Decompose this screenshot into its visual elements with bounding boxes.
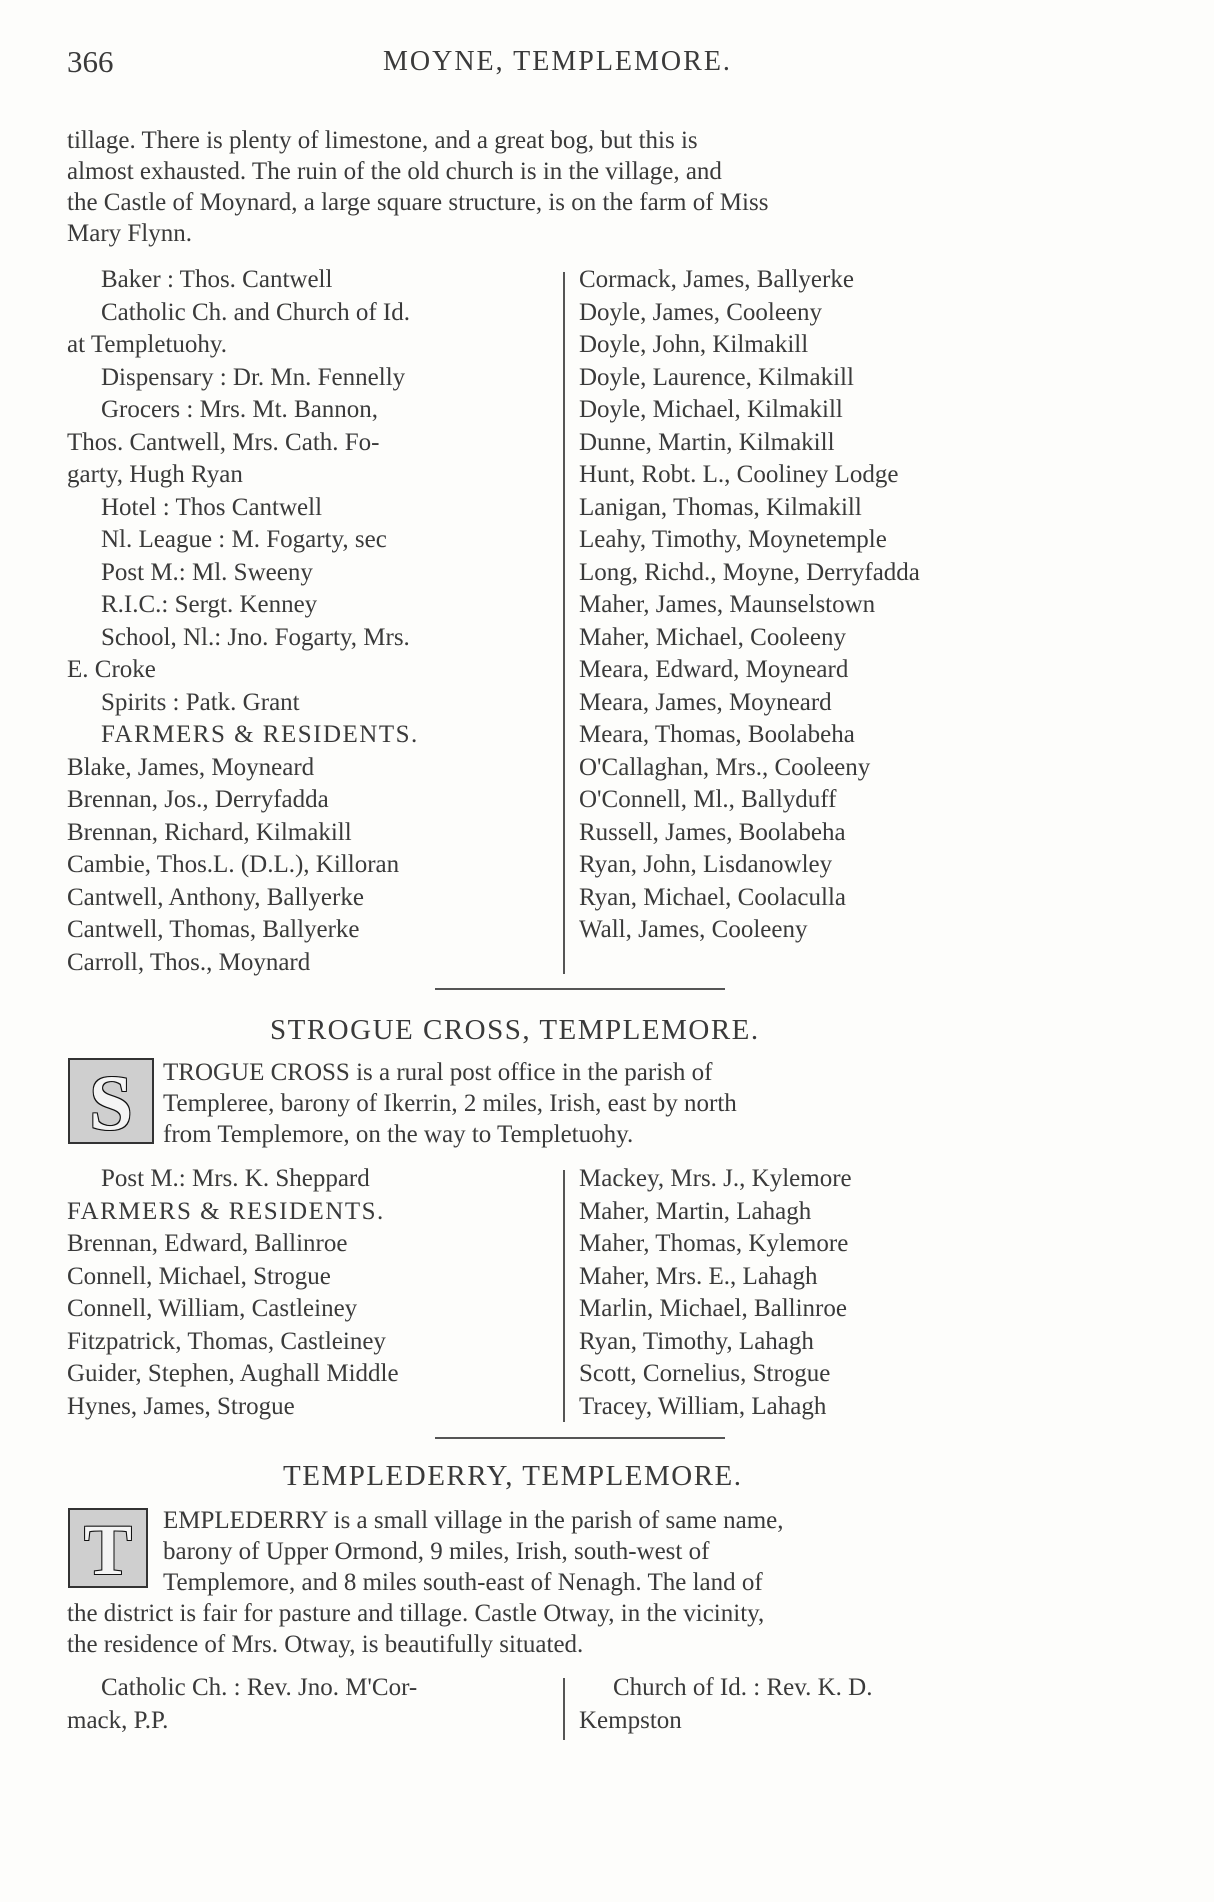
intro-line: the Castle of Moynard, a large square structure, is on the farm of Miss	[67, 189, 769, 216]
directory-entry: Cambie, Thos.L. (D.L.), Killoran	[67, 851, 400, 878]
directory-entry: E. Croke	[67, 656, 156, 683]
directory-entry: Post M.: Mrs. K. Sheppard	[101, 1165, 370, 1192]
directory-entry: Kempston	[579, 1706, 682, 1734]
intro-line: from Templemore, on the way to Templetuohy.	[163, 1121, 634, 1148]
directory-entry: Catholic Ch. : Rev. Jno. M'Cor-	[101, 1674, 418, 1701]
intro-line: EMPLEDERRY is a small village in the parish of same name,	[163, 1507, 784, 1534]
directory-entry: Maher, James, Maunselstown	[579, 591, 876, 618]
directory-entry: Cantwell, Thomas, Ballyerke	[67, 916, 360, 943]
column-divider	[563, 1678, 565, 1740]
directory-entry: Lanigan, Thomas, Kilmakill	[579, 493, 862, 521]
directory-entry: Blake, James, Moyneard	[67, 753, 315, 781]
directory-entry: Spirits : Patk. Grant	[101, 688, 300, 716]
directory-entry: Fitzpatrick, Thomas, Castleiney	[67, 1327, 386, 1355]
directory-entry: Cormack, James, Ballyerke	[579, 266, 854, 293]
section-divider	[435, 1437, 725, 1439]
directory-entry: Baker : Thos. Cantwell	[101, 266, 333, 293]
directory-entry: mack, P.P.	[67, 1706, 169, 1734]
directory-entry: Maher, Mrs. E., Lahagh	[579, 1262, 818, 1290]
directory-entry: Thos. Cantwell, Mrs. Cath. Fo-	[67, 428, 380, 456]
strogue-dropcap: S	[68, 1058, 154, 1144]
moyne-left-column	[67, 264, 557, 979]
intro-line: Templemore, and 8 miles south-east of Nenagh. The land of	[163, 1569, 763, 1596]
directory-entry: Doyle, James, Cooleeny	[579, 298, 823, 326]
strogue-right-column	[579, 1163, 1079, 1423]
directory-entry: Doyle, John, Kilmakill	[579, 331, 809, 358]
directory-entry: Doyle, Laurence, Kilmakill	[579, 363, 854, 391]
directory-entry: Catholic Ch. and Church of Id.	[101, 298, 410, 326]
directory-entry: Leahy, Timothy, Moynetemple	[579, 526, 887, 553]
directory-entry: at Templetuohy.	[67, 331, 228, 358]
directory-entry: Hotel : Thos Cantwell	[101, 493, 323, 521]
intro-line: the district is fair for pasture and tillage. Castle Otway, in the vicinity,	[67, 1600, 765, 1627]
directory-entry: Church of Id. : Rev. K. D.	[613, 1674, 873, 1701]
intro-line: barony of Upper Ormond, 9 miles, Irish, south-west of	[163, 1538, 710, 1565]
templederry-heading: TEMPLEDERRY, TEMPLEMORE.	[283, 1460, 743, 1492]
directory-entry: Russell, James, Boolabeha	[579, 818, 846, 846]
intro-line: the residence of Mrs. Otway, is beautifully situated.	[67, 1631, 584, 1658]
directory-entry: Connell, William, Castleiney	[67, 1295, 358, 1322]
directory-entry: Carroll, Thos., Moynard	[67, 948, 311, 976]
intro-line: TROGUE CROSS is a rural post office in the parish of	[163, 1059, 713, 1086]
page-number: 366	[67, 44, 114, 79]
directory-entry: Doyle, Michael, Kilmakill	[579, 396, 843, 423]
column-divider	[563, 272, 565, 974]
templederry-dropcap: T	[68, 1508, 148, 1588]
directory-entry: Ryan, Timothy, Lahagh	[579, 1327, 814, 1355]
directory-entry: O'Connell, Ml., Ballyduff	[579, 786, 837, 813]
strogue-heading: STROGUE CROSS, TEMPLEMORE.	[270, 1014, 760, 1046]
directory-entry: Mackey, Mrs. J., Kylemore	[579, 1165, 852, 1192]
directory-entry: Marlin, Michael, Ballinroe	[579, 1295, 847, 1322]
section-subheading: FARMERS & RESIDENTS.	[67, 1197, 385, 1225]
directory-entry: Hunt, Robt. L., Cooliney Lodge	[579, 461, 899, 488]
directory-entry: Cantwell, Anthony, Ballyerke	[67, 883, 364, 911]
directory-entry: Brennan, Edward, Ballinroe	[67, 1230, 348, 1257]
templederry-left-column	[67, 1672, 557, 1737]
directory-entry: Long, Richd., Moyne, Derryfadda	[579, 558, 920, 586]
directory-entry: Maher, Martin, Lahagh	[579, 1197, 812, 1225]
directory-entry: Grocers : Mrs. Mt. Bannon,	[101, 396, 379, 423]
section-divider	[435, 988, 725, 990]
intro-line: Templeree, barony of Ikerrin, 2 miles, Irish, east by north	[163, 1090, 737, 1117]
strogue-intro	[163, 1057, 1061, 1150]
directory-entry: Post M.: Ml. Sweeny	[101, 558, 313, 586]
directory-entry: Maher, Thomas, Kylemore	[579, 1230, 849, 1257]
directory-entry: Dispensary : Dr. Mn. Fennelly	[101, 363, 406, 391]
directory-entry: Wall, James, Cooleeny	[579, 916, 808, 943]
directory-entry: Tracey, William, Lahagh	[579, 1392, 827, 1420]
intro-line: tillage. There is plenty of limestone, and a great bog, but this is	[67, 127, 698, 154]
directory-entry: Meara, Thomas, Boolabeha	[579, 721, 855, 748]
intro-line: Mary Flynn.	[67, 220, 192, 247]
directory-entry: garty, Hugh Ryan	[67, 461, 243, 488]
directory-entry: Nl. League : M. Fogarty, sec	[101, 526, 387, 553]
intro-line: almost exhausted. The ruin of the old church is in the village, and	[67, 158, 722, 185]
directory-entry: Scott, Cornelius, Strogue	[579, 1360, 831, 1387]
templederry-intro-continued	[67, 1598, 1060, 1660]
directory-entry: Dunne, Martin, Kilmakill	[579, 428, 835, 456]
section-subheading: FARMERS & RESIDENTS.	[101, 721, 419, 748]
directory-entry: Hynes, James, Strogue	[67, 1392, 295, 1420]
directory-entry: O'Callaghan, Mrs., Cooleeny	[579, 753, 871, 781]
directory-entry: R.I.C.: Sergt. Kenney	[101, 591, 318, 618]
strogue-left-column	[67, 1163, 557, 1423]
directory-entry: Brennan, Richard, Kilmakill	[67, 818, 352, 846]
column-divider	[563, 1170, 565, 1422]
directory-entry: Ryan, Michael, Coolaculla	[579, 883, 846, 911]
directory-entry: Brennan, Jos., Derryfadda	[67, 786, 329, 813]
directory-entry: Connell, Michael, Strogue	[67, 1262, 331, 1290]
directory-entry: Guider, Stephen, Aughall Middle	[67, 1360, 399, 1387]
directory-entry: School, Nl.: Jno. Fogarty, Mrs.	[101, 623, 410, 651]
directory-entry: Meara, James, Moyneard	[579, 688, 832, 716]
moyne-right-column	[579, 264, 1079, 947]
moyne-intro	[67, 125, 1060, 249]
directory-entry: Meara, Edward, Moyneard	[579, 656, 849, 683]
templederry-intro	[163, 1505, 1061, 1598]
templederry-right-column	[579, 1672, 1079, 1737]
directory-entry: Maher, Michael, Cooleeny	[579, 623, 846, 651]
running-title: MOYNE, TEMPLEMORE.	[383, 46, 732, 77]
directory-entry: Ryan, John, Lisdanowley	[579, 851, 833, 878]
